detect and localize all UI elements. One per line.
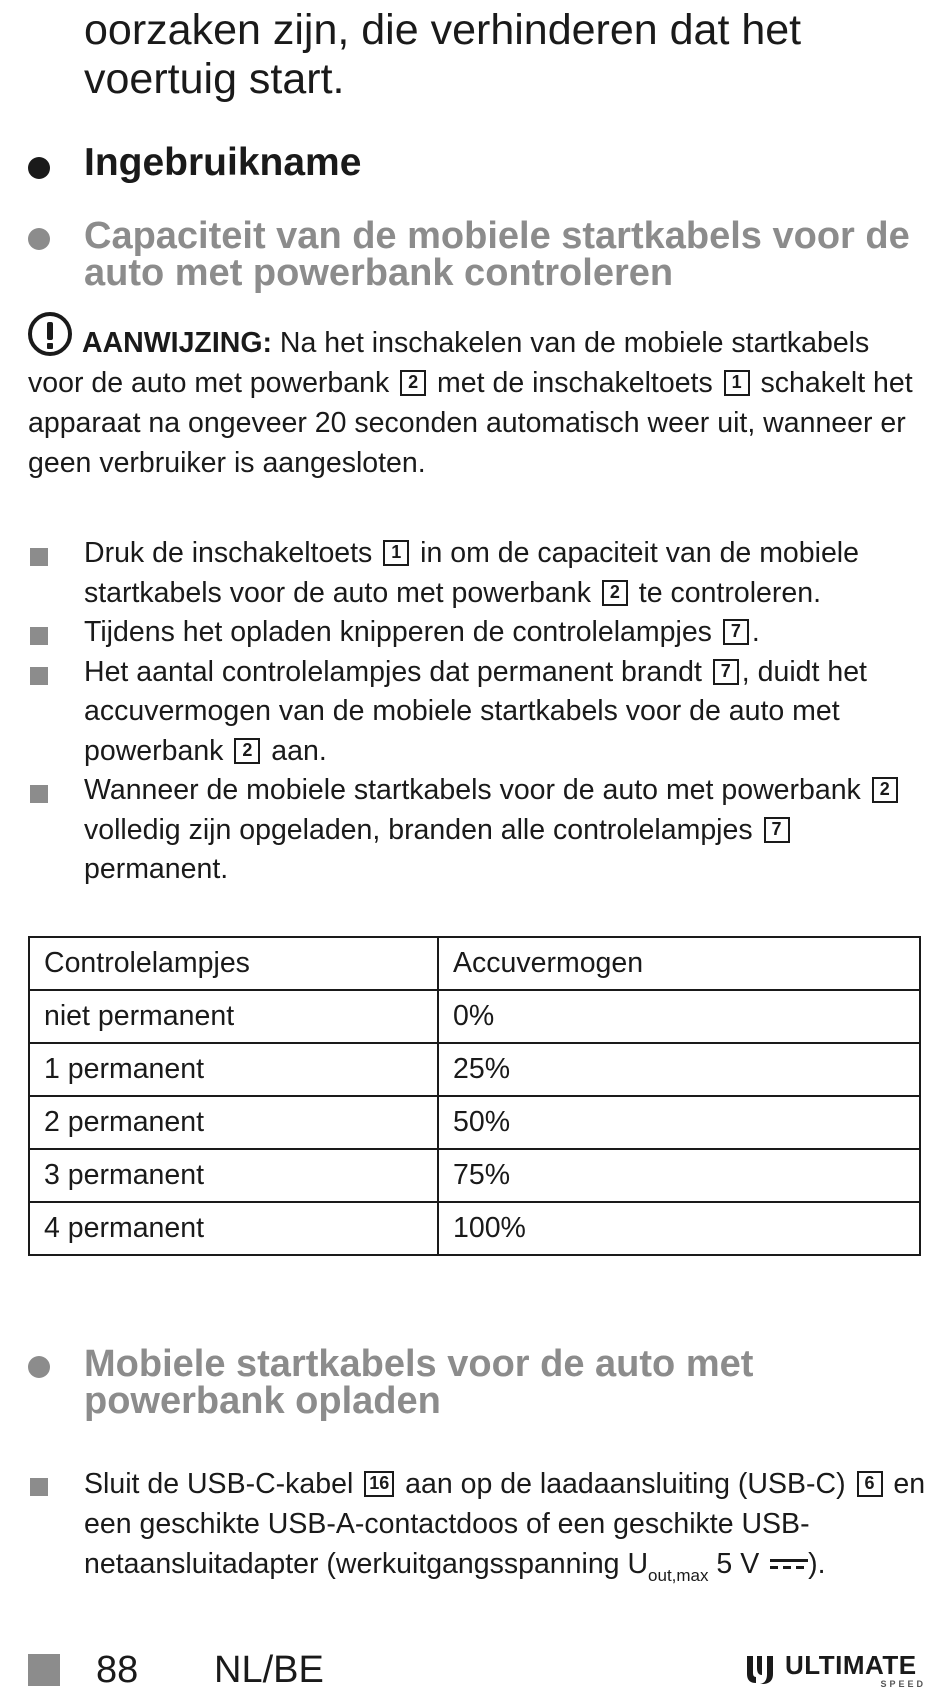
square-bullet-icon: [30, 667, 48, 685]
ref-badge: 7: [764, 817, 790, 843]
ref-badge: 6: [857, 1471, 883, 1497]
ultimate-logo-icon: [743, 1654, 777, 1686]
square-bullet-icon: [30, 627, 48, 645]
step-text: Druk de inschakeltoets: [84, 537, 381, 569]
table-cell: 0%: [438, 990, 920, 1043]
step-text: Sluit de USB-C-kabel: [84, 1468, 362, 1500]
ref-badge: 2: [602, 580, 628, 606]
table-header-cell: Controlelampjes: [29, 937, 438, 990]
step-text: Tijdens het opladen knipperen de controlelampjes: [84, 616, 720, 648]
table-cell: 100%: [438, 1202, 920, 1255]
step-text: permanent.: [84, 853, 229, 885]
exclamation-circle-icon: [28, 312, 72, 356]
step-text: in om de capaciteit van de mobiele startkabels voor de auto met powerbank: [84, 537, 859, 609]
bullet-dot-icon: [28, 157, 50, 179]
list-item: [28, 534, 928, 613]
table-row: [29, 1149, 920, 1202]
steps-list: [28, 534, 928, 890]
square-bullet-icon: [30, 785, 48, 803]
subheading-capacity-text: Capaciteit van de mobiele startkabels voor de auto met powerbank controleren: [84, 215, 910, 294]
brand-name: ULTIMATE: [785, 1650, 917, 1680]
table-cell: 50%: [438, 1096, 920, 1149]
table-cell: niet permanent: [29, 990, 438, 1043]
ref-badge: 1: [383, 540, 409, 566]
step-text: Het aantal controlelampjes dat permanent brandt: [84, 655, 710, 688]
note-text: met de inschakeltoets: [429, 367, 721, 399]
section-heading: [28, 142, 361, 184]
ref-badge: 2: [400, 370, 426, 396]
charge-steps-list: [28, 1464, 928, 1596]
ref-badge: 7: [723, 619, 749, 645]
ref-badge: 2: [234, 738, 260, 764]
list-item: [28, 613, 928, 653]
subheading-capacity: [28, 215, 928, 294]
section-heading-text: Ingebruikname: [84, 141, 362, 184]
table-cell: 2 permanent: [29, 1096, 438, 1149]
table-row: [29, 1202, 920, 1255]
intro-text: oorzaken zijn, die verhinderen dat het voertuig start.: [84, 6, 802, 103]
table-cell: 75%: [438, 1149, 920, 1202]
brand-logo: [743, 1650, 928, 1690]
table-row: [29, 1043, 920, 1096]
ref-badge: 16: [364, 1471, 394, 1497]
brand-subtitle: SPEED: [880, 1679, 926, 1689]
step-text: te controleren.: [630, 576, 821, 609]
square-bullet-icon: [30, 548, 48, 566]
note-label: AANWIJZING:: [82, 327, 272, 359]
table-cell: 1 permanent: [29, 1043, 438, 1096]
page-number: 88: [96, 1649, 139, 1691]
table-cell: 25%: [438, 1043, 920, 1096]
step-text: , duidt het accuvermogen van de mobiele startkabels voor de auto met powerbank: [84, 655, 867, 767]
note-text: Na het inschakelen van de mobiele startkabels voor de auto met powerbank: [28, 327, 870, 399]
table-header-row: [29, 937, 920, 990]
step-text: en een geschikte USB-A-contactdoos of een geschikte USB-netaansluitadapter (werkuitgangsspanning U: [84, 1468, 926, 1580]
ref-badge: 1: [724, 370, 750, 396]
step-text: 5 V: [708, 1548, 768, 1580]
note-text: schakelt het apparaat na ongeveer 20 seconden automatisch weer uit, wanneer er geen verbruiker is aangesloten.: [28, 367, 913, 479]
list-item: [28, 653, 928, 772]
list-item: [28, 1464, 928, 1596]
list-item: [28, 771, 928, 890]
page-footer: [28, 1650, 928, 1690]
step-text: Wanneer de mobiele startkabels voor de auto met powerbank: [84, 774, 869, 806]
ref-badge: 2: [872, 777, 898, 803]
step-text: aan op de laadaansluiting (USB-C): [397, 1468, 854, 1500]
table-header-cell: Accuvermogen: [438, 937, 920, 990]
table-row: [29, 1096, 920, 1149]
step-text: aan.: [263, 734, 327, 767]
ref-badge: 7: [713, 659, 739, 685]
table-row: [29, 990, 920, 1043]
square-bullet-icon: [30, 1478, 48, 1496]
note-block: [28, 312, 928, 483]
step-text: ).: [808, 1548, 826, 1580]
table-cell: 4 permanent: [29, 1202, 438, 1255]
footer-square-icon: [28, 1654, 60, 1686]
bullet-dot-icon: [28, 228, 50, 250]
step-text: volledig zijn opgeladen, branden alle controlelampjes: [84, 813, 761, 846]
step-text: .: [751, 616, 760, 648]
voltage-subscript: out,max: [648, 1566, 709, 1585]
subheading-charge: [28, 1343, 928, 1422]
subheading-charge-text: Mobiele startkabels voor de auto met powerbank opladen: [84, 1343, 754, 1422]
capacity-table: [28, 936, 921, 1256]
bullet-dot-icon: [28, 1356, 50, 1378]
language-code: NL/BE: [214, 1649, 324, 1691]
dc-symbol-icon: [770, 1559, 808, 1569]
table-cell: 3 permanent: [29, 1149, 438, 1202]
